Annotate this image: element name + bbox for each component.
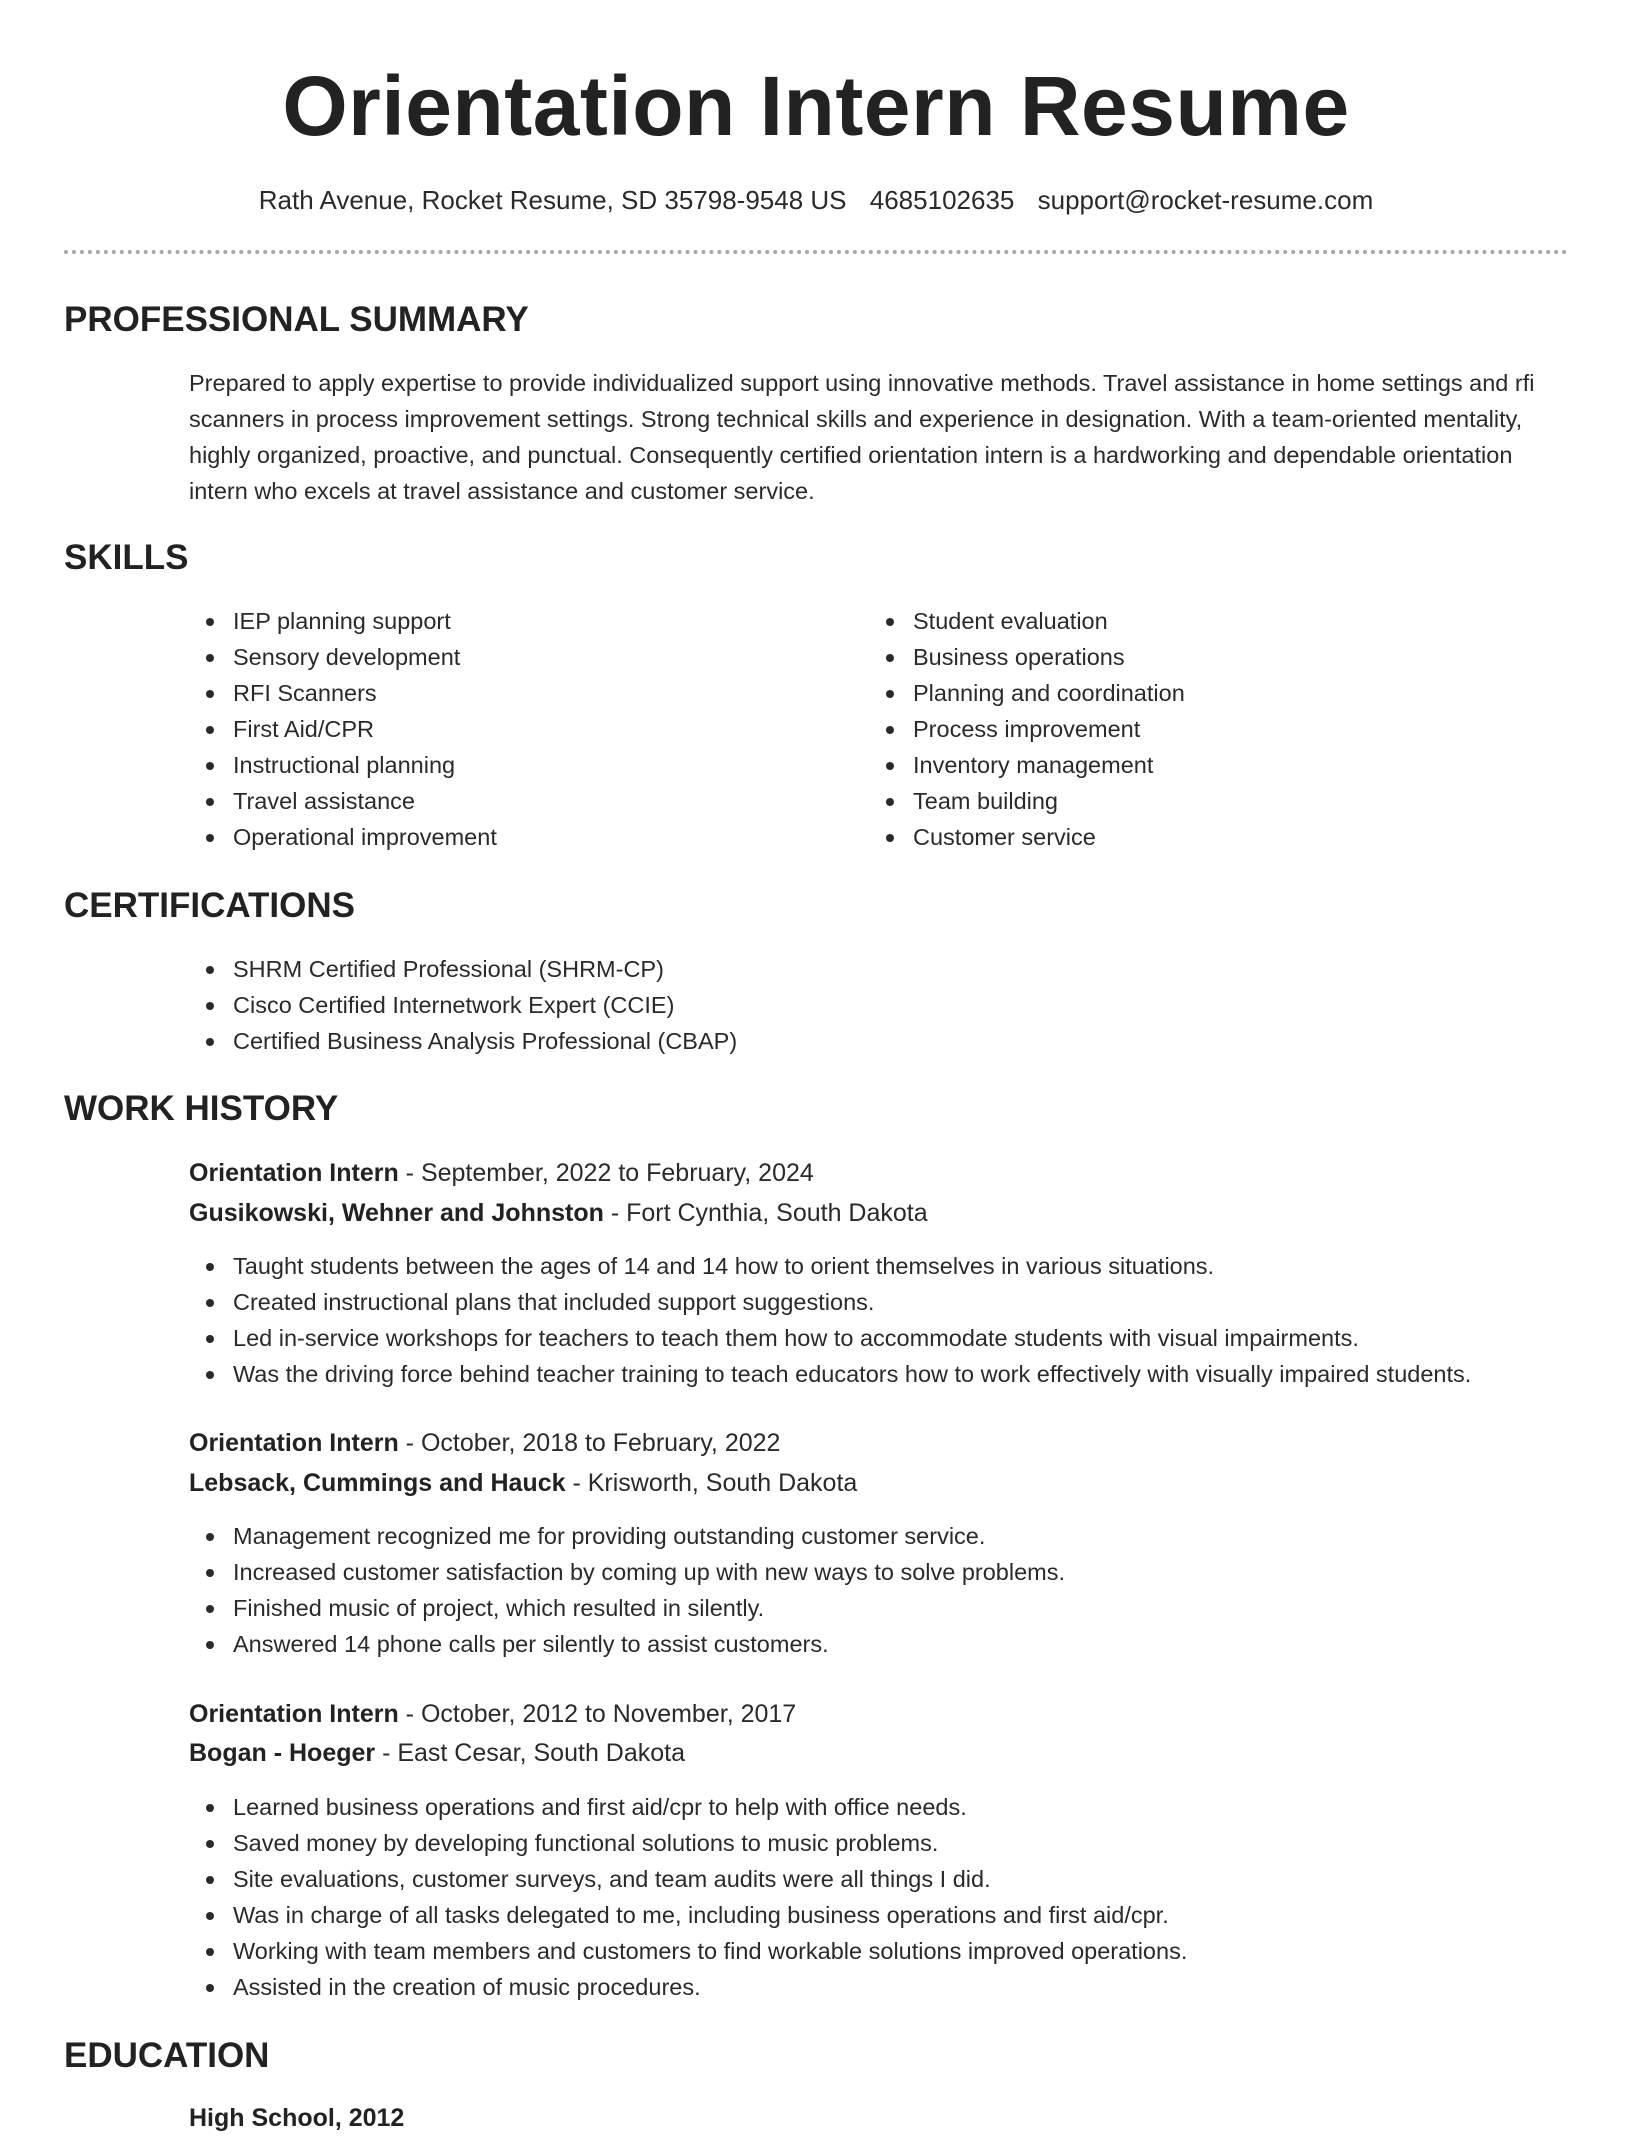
job-role: Orientation Intern xyxy=(189,1429,399,1457)
section-title-summary: PROFESSIONAL SUMMARY xyxy=(64,300,529,339)
contact-line xyxy=(0,182,1632,218)
skills-list-right xyxy=(869,603,1185,855)
list-item: First Aid/CPR xyxy=(189,711,497,747)
section-title-certifications: CERTIFICATIONS xyxy=(64,886,356,925)
list-item: Inventory management xyxy=(869,747,1185,783)
list-item: Was in charge of all tasks delegated to me, including business operations and first aid/cpr. xyxy=(189,1897,1187,1933)
contact-address: Rath Avenue, Rocket Resume, SD 35798-9548 US xyxy=(258,185,847,215)
list-item: SHRM Certified Professional (SHRM-CP) xyxy=(189,951,737,987)
list-item: Led in-service workshops for teachers to teach them how to accommodate students with visual impairments. xyxy=(189,1320,1471,1356)
job-dates: - October, 2018 to February, 2022 xyxy=(398,1429,781,1457)
list-item: Created instructional plans that included support suggestions. xyxy=(189,1284,1471,1320)
education-entry: High School, 2012 xyxy=(189,2104,405,2132)
certifications-list xyxy=(189,951,737,1059)
list-item: Instructional planning xyxy=(189,747,497,783)
job-company: Bogan - Hoeger xyxy=(189,1739,376,1767)
list-item: Answered 14 phone calls per silently to assist customers. xyxy=(189,1626,1065,1662)
job-title-line xyxy=(189,1425,780,1461)
job-company-line xyxy=(189,1195,928,1231)
job-location: - Fort Cynthia, South Dakota xyxy=(603,1199,928,1227)
section-title-skills: SKILLS xyxy=(64,538,189,577)
list-item: Management recognized me for providing outstanding customer service. xyxy=(189,1518,1065,1554)
list-item: RFI Scanners xyxy=(189,675,497,711)
skills-list-left xyxy=(189,603,497,855)
list-item: IEP planning support xyxy=(189,603,497,639)
job-bullets xyxy=(189,1248,1471,1392)
list-item: Customer service xyxy=(869,819,1185,855)
list-item: Increased customer satisfaction by coming up with new ways to solve problems. xyxy=(189,1554,1065,1590)
list-item: Saved money by developing functional solutions to music problems. xyxy=(189,1825,1187,1861)
list-item: Learned business operations and first aid/cpr to help with office needs. xyxy=(189,1789,1187,1825)
summary-text: Prepared to apply expertise to provide individualized support using innovative methods. Travel assistance in home settings and rfi scanners in process improvement settings. Strong technical skills and experience in designation. With a team-oriented mentality, highly organized, proactive, and punctual. Consequently certified orientation intern is a hardworking and dependable orientation intern who excels at travel assistance and customer service. xyxy=(189,370,1535,504)
list-item: Travel assistance xyxy=(189,783,497,819)
section-title-work-history: WORK HISTORY xyxy=(64,1089,339,1128)
list-item: Finished music of project, which resulted in silently. xyxy=(189,1590,1065,1626)
list-item: Sensory development xyxy=(189,639,497,675)
job-location: - Krisworth, South Dakota xyxy=(565,1469,858,1497)
list-item: Team building xyxy=(869,783,1185,819)
job-role: Orientation Intern xyxy=(189,1700,399,1728)
job-bullets xyxy=(189,1789,1187,2005)
job-bullets xyxy=(189,1518,1065,1662)
job-location: - East Cesar, South Dakota xyxy=(375,1739,686,1767)
list-item: Assisted in the creation of music procedures. xyxy=(189,1969,1187,2005)
list-item: Working with team members and customers to find workable solutions improved operations. xyxy=(189,1933,1187,1969)
list-item: Was the driving force behind teacher training to teach educators how to work effectively with visually impaired students. xyxy=(189,1356,1471,1392)
section-title-education: EDUCATION xyxy=(64,2036,270,2075)
contact-email: support@rocket-resume.com xyxy=(1037,185,1374,215)
list-item: Site evaluations, customer surveys, and team audits were all things I did. xyxy=(189,1861,1187,1897)
header-divider xyxy=(64,250,1568,254)
list-item: Process improvement xyxy=(869,711,1185,747)
list-item: Taught students between the ages of 14 and 14 how to orient themselves in various situations. xyxy=(189,1248,1471,1284)
job-company: Gusikowski, Wehner and Johnston xyxy=(189,1199,604,1227)
list-item: Certified Business Analysis Professional (CBAP) xyxy=(189,1023,737,1059)
job-title-line xyxy=(189,1155,814,1191)
list-item: Cisco Certified Internetwork Expert (CCIE) xyxy=(189,987,737,1023)
job-dates: - September, 2022 to February, 2024 xyxy=(398,1159,814,1187)
list-item: Business operations xyxy=(869,639,1185,675)
list-item: Operational improvement xyxy=(189,819,497,855)
job-role: Orientation Intern xyxy=(189,1159,399,1187)
job-company: Lebsack, Cummings and Hauck xyxy=(189,1469,566,1497)
job-company-line xyxy=(189,1465,857,1501)
list-item: Student evaluation xyxy=(869,603,1185,639)
job-dates: - October, 2012 to November, 2017 xyxy=(398,1700,797,1728)
job-company-line xyxy=(189,1735,685,1771)
resume-title: Orientation Intern Resume xyxy=(282,59,1350,153)
job-title-line xyxy=(189,1696,796,1732)
list-item: Planning and coordination xyxy=(869,675,1185,711)
contact-phone: 4685102635 xyxy=(869,185,1015,215)
